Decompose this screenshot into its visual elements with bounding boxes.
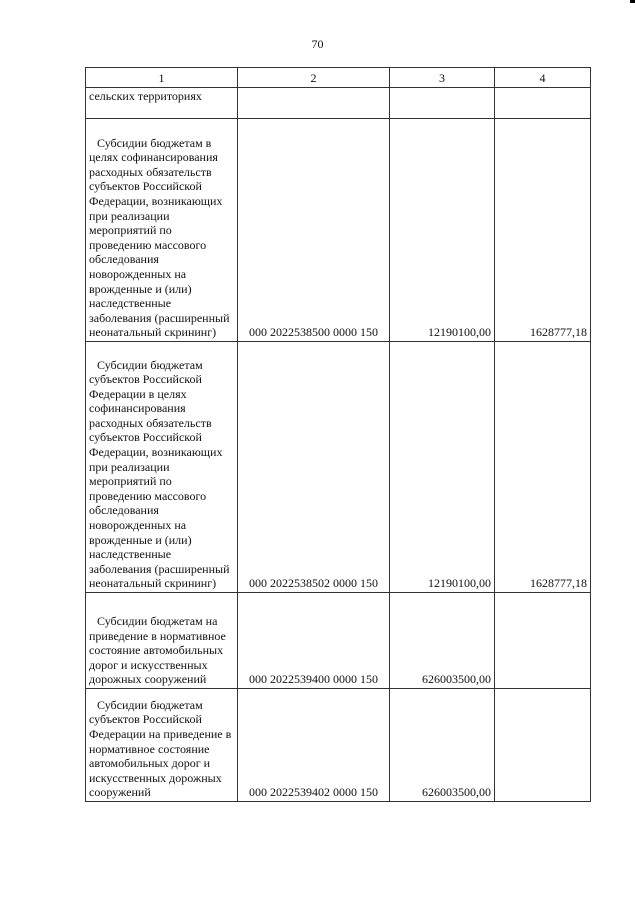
row-code [238, 88, 390, 119]
row-code: 000 2022539402 0000 150 [238, 689, 390, 802]
budget-table [85, 67, 591, 802]
column-header-1: 1 [86, 68, 238, 88]
row-value-4 [495, 593, 591, 689]
table-row [86, 88, 591, 119]
column-header-4: 4 [495, 68, 591, 88]
row-name: Субсидии бюджетам субъектов Российской Федерации на приведение в нормативное состояние автомобильных дорог и искусственных дорожных сооружений [86, 689, 238, 802]
table-header-row [86, 68, 591, 88]
row-value-3: 626003500,00 [390, 689, 495, 802]
row-name: Субсидии бюджетам на приведение в нормативное состояние автомобильных дорог и искусственных дорожных сооружений [86, 593, 238, 689]
row-name: Субсидии бюджетам субъектов Российской Федерации в целях софинансирования расходных обязательств субъектов Российской Федерации, возникающих при реализации мероприятий по проведению массового обследования новорожденных на врожденные и (или) наследственные заболевания (расширенный неонатальный скрининг) [86, 342, 238, 593]
row-value-3: 626003500,00 [390, 593, 495, 689]
row-value-4 [495, 689, 591, 802]
row-value-4 [495, 88, 591, 119]
row-value-3: 12190100,00 [390, 342, 495, 593]
row-value-4: 1628777,18 [495, 119, 591, 342]
column-header-2: 2 [238, 68, 390, 88]
column-header-3: 3 [390, 68, 495, 88]
row-value-3: 12190100,00 [390, 119, 495, 342]
row-name: сельских территориях [86, 88, 238, 119]
page-number: 70 [311, 37, 324, 51]
row-value-4: 1628777,18 [495, 342, 591, 593]
row-code: 000 2022539400 0000 150 [238, 593, 390, 689]
table-row [86, 689, 591, 802]
table-row [86, 342, 591, 593]
row-value-3 [390, 88, 495, 119]
row-code: 000 2022538502 0000 150 [238, 342, 390, 593]
table-row [86, 119, 591, 342]
row-name: Субсидии бюджетам в целях софинансирования расходных обязательств субъектов Российской Федерации, возникающих при реализации мероприятий по проведению массового обследования новорожденных на врожденные и (или) наследственные заболевания (расширенный неонатальный скрининг) [86, 119, 238, 342]
row-code: 000 2022538500 0000 150 [238, 119, 390, 342]
table-row [86, 593, 591, 689]
scan-edge-mark [630, 0, 635, 3]
